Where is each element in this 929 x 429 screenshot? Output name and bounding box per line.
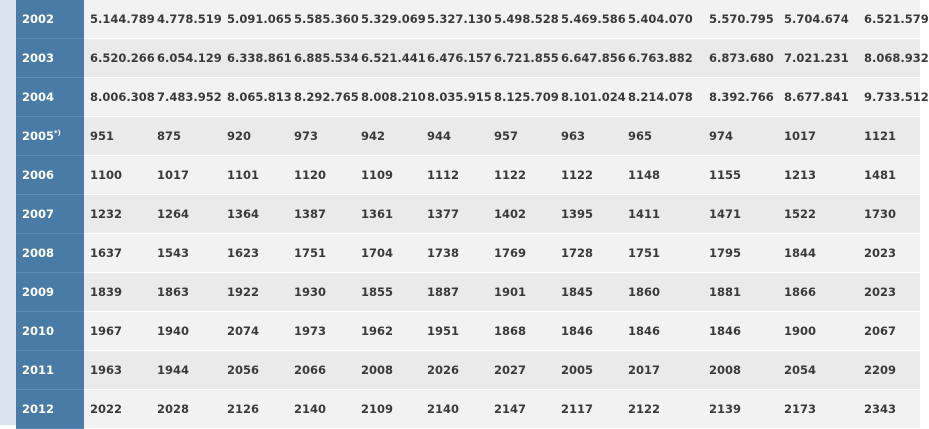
value-cell: 1361 <box>355 195 421 234</box>
year-label: 2002 <box>22 12 55 26</box>
value-cell: 1795 <box>703 234 778 273</box>
value-cell: 2140 <box>421 390 488 429</box>
value-cell: 2109 <box>355 390 421 429</box>
value-cell: 1940 <box>151 312 221 351</box>
value-cell: 920 <box>221 117 288 156</box>
year-label: 2005 <box>22 129 55 143</box>
value-cell: 1101 <box>221 156 288 195</box>
value-cell: 963 <box>555 117 622 156</box>
value-cell: 2140 <box>288 390 355 429</box>
value-cell: 1901 <box>488 273 555 312</box>
value-cell: 942 <box>355 117 421 156</box>
value-cell: 2067 <box>858 312 920 351</box>
value-cell: 6.520.266 <box>84 39 151 78</box>
value-cell: 1846 <box>622 312 703 351</box>
value-cell: 951 <box>84 117 151 156</box>
value-cell: 875 <box>151 117 221 156</box>
year-cell <box>16 195 84 234</box>
value-cell: 6.476.157 <box>421 39 488 78</box>
footnote-marker: *) <box>54 129 61 138</box>
table-row <box>16 39 920 78</box>
value-cell: 8.006.308 <box>84 78 151 117</box>
value-cell: 6.885.534 <box>288 39 355 78</box>
value-cell: 1963 <box>84 351 151 390</box>
value-cell: 1730 <box>858 195 920 234</box>
value-cell: 7.483.952 <box>151 78 221 117</box>
value-cell: 5.329.069 <box>355 0 421 39</box>
table-row <box>16 78 920 117</box>
value-cell: 1017 <box>778 117 858 156</box>
value-cell: 5.327.130 <box>421 0 488 39</box>
value-cell: 2139 <box>703 390 778 429</box>
value-cell: 1866 <box>778 273 858 312</box>
value-cell: 8.035.915 <box>421 78 488 117</box>
left-margin-strip <box>0 0 16 425</box>
value-cell: 1148 <box>622 156 703 195</box>
year-cell <box>16 78 84 117</box>
value-cell: 5.704.674 <box>778 0 858 39</box>
value-cell: 2008 <box>355 351 421 390</box>
value-cell: 5.144.789 <box>84 0 151 39</box>
value-cell: 2066 <box>288 351 355 390</box>
value-cell: 1017 <box>151 156 221 195</box>
value-cell: 1112 <box>421 156 488 195</box>
value-cell: 1868 <box>488 312 555 351</box>
value-cell: 1387 <box>288 195 355 234</box>
value-cell: 2023 <box>858 273 920 312</box>
value-cell: 1481 <box>858 156 920 195</box>
table-row <box>16 390 920 429</box>
value-cell: 1623 <box>221 234 288 273</box>
value-cell: 2005 <box>555 351 622 390</box>
value-cell: 2027 <box>488 351 555 390</box>
value-cell: 1751 <box>288 234 355 273</box>
table-row <box>16 156 920 195</box>
value-cell: 1411 <box>622 195 703 234</box>
year-label: 2008 <box>22 246 55 260</box>
value-cell: 2023 <box>858 234 920 273</box>
value-cell: 965 <box>622 117 703 156</box>
year-cell <box>16 234 84 273</box>
wage-data-table <box>16 0 929 429</box>
value-cell: 2343 <box>858 390 920 429</box>
value-cell: 1839 <box>84 273 151 312</box>
year-cell <box>16 117 84 156</box>
table-row <box>16 195 920 234</box>
table-row <box>16 234 920 273</box>
value-cell: 1845 <box>555 273 622 312</box>
value-cell: 8.068.932 <box>858 39 920 78</box>
value-cell: 1973 <box>288 312 355 351</box>
value-cell: 1122 <box>488 156 555 195</box>
value-cell: 1930 <box>288 273 355 312</box>
value-cell: 8.008.210 <box>355 78 421 117</box>
value-cell: 1728 <box>555 234 622 273</box>
value-cell: 1751 <box>622 234 703 273</box>
value-cell: 1944 <box>151 351 221 390</box>
year-label: 2003 <box>22 51 55 65</box>
value-cell: 1395 <box>555 195 622 234</box>
value-cell: 5.585.360 <box>288 0 355 39</box>
value-cell: 2054 <box>778 351 858 390</box>
value-cell: 6.721.855 <box>488 39 555 78</box>
value-cell: 2056 <box>221 351 288 390</box>
year-label: 2007 <box>22 207 55 221</box>
value-cell: 1109 <box>355 156 421 195</box>
value-cell: 1855 <box>355 273 421 312</box>
value-cell: 5.570.795 <box>703 0 778 39</box>
value-cell: 8.677.841 <box>778 78 858 117</box>
value-cell: 1377 <box>421 195 488 234</box>
value-cell: 1860 <box>622 273 703 312</box>
year-cell <box>16 312 84 351</box>
year-cell <box>16 39 84 78</box>
year-label: 2004 <box>22 90 55 104</box>
value-cell: 1900 <box>778 312 858 351</box>
value-cell: 8.101.024 <box>555 78 622 117</box>
value-cell: 5.469.586 <box>555 0 622 39</box>
value-cell: 1846 <box>555 312 622 351</box>
value-cell: 1951 <box>421 312 488 351</box>
value-cell: 2173 <box>778 390 858 429</box>
value-cell: 1522 <box>778 195 858 234</box>
value-cell: 2147 <box>488 390 555 429</box>
value-cell: 974 <box>703 117 778 156</box>
value-cell: 2028 <box>151 390 221 429</box>
table-row <box>16 273 920 312</box>
value-cell: 6.338.861 <box>221 39 288 78</box>
year-label: 2006 <box>22 168 55 182</box>
value-cell: 1738 <box>421 234 488 273</box>
value-cell: 1881 <box>703 273 778 312</box>
value-cell: 5.498.528 <box>488 0 555 39</box>
year-cell <box>16 273 84 312</box>
value-cell: 2122 <box>622 390 703 429</box>
value-cell: 6.054.129 <box>151 39 221 78</box>
value-cell: 1704 <box>355 234 421 273</box>
value-cell: 1887 <box>421 273 488 312</box>
value-cell: 8.292.765 <box>288 78 355 117</box>
value-cell: 944 <box>421 117 488 156</box>
value-cell: 2008 <box>703 351 778 390</box>
year-label: 2011 <box>22 363 55 377</box>
year-label: 2009 <box>22 285 55 299</box>
value-cell: 2026 <box>421 351 488 390</box>
value-cell: 957 <box>488 117 555 156</box>
value-cell: 2209 <box>858 351 920 390</box>
value-cell: 1844 <box>778 234 858 273</box>
year-cell <box>16 351 84 390</box>
value-cell: 7.021.231 <box>778 39 858 78</box>
value-cell: 1100 <box>84 156 151 195</box>
year-cell <box>16 156 84 195</box>
year-cell <box>16 390 84 429</box>
value-cell: 1967 <box>84 312 151 351</box>
value-cell: 4.778.519 <box>151 0 221 39</box>
value-cell: 1213 <box>778 156 858 195</box>
value-cell: 2117 <box>555 390 622 429</box>
value-cell: 1364 <box>221 195 288 234</box>
value-cell: 1232 <box>84 195 151 234</box>
value-cell: 1264 <box>151 195 221 234</box>
value-cell: 1922 <box>221 273 288 312</box>
year-label: 2010 <box>22 324 55 338</box>
value-cell: 1962 <box>355 312 421 351</box>
value-cell: 6.873.680 <box>703 39 778 78</box>
value-cell: 1121 <box>858 117 920 156</box>
value-cell: 6.647.856 <box>555 39 622 78</box>
value-cell: 6.763.882 <box>622 39 703 78</box>
value-cell: 8.392.766 <box>703 78 778 117</box>
value-cell: 2074 <box>221 312 288 351</box>
value-cell: 8.065.813 <box>221 78 288 117</box>
value-cell: 1122 <box>555 156 622 195</box>
table-row <box>16 117 920 156</box>
value-cell: 1543 <box>151 234 221 273</box>
year-label: 2012 <box>22 402 55 416</box>
value-cell: 1402 <box>488 195 555 234</box>
value-cell: 1863 <box>151 273 221 312</box>
table-row <box>16 351 920 390</box>
value-cell: 6.521.579 <box>858 0 920 39</box>
value-cell: 1846 <box>703 312 778 351</box>
value-cell: 6.521.441 <box>355 39 421 78</box>
value-cell: 5.404.070 <box>622 0 703 39</box>
value-cell: 1155 <box>703 156 778 195</box>
value-cell: 2022 <box>84 390 151 429</box>
value-cell: 9.733.512 <box>858 78 920 117</box>
value-cell: 1769 <box>488 234 555 273</box>
value-cell: 2017 <box>622 351 703 390</box>
value-cell: 1471 <box>703 195 778 234</box>
value-cell: 2126 <box>221 390 288 429</box>
year-cell <box>16 0 84 39</box>
value-cell: 5.091.065 <box>221 0 288 39</box>
value-cell: 8.214.078 <box>622 78 703 117</box>
table-row <box>16 312 920 351</box>
value-cell: 973 <box>288 117 355 156</box>
value-cell: 8.125.709 <box>488 78 555 117</box>
table-row <box>16 0 920 39</box>
value-cell: 1120 <box>288 156 355 195</box>
value-cell: 1637 <box>84 234 151 273</box>
